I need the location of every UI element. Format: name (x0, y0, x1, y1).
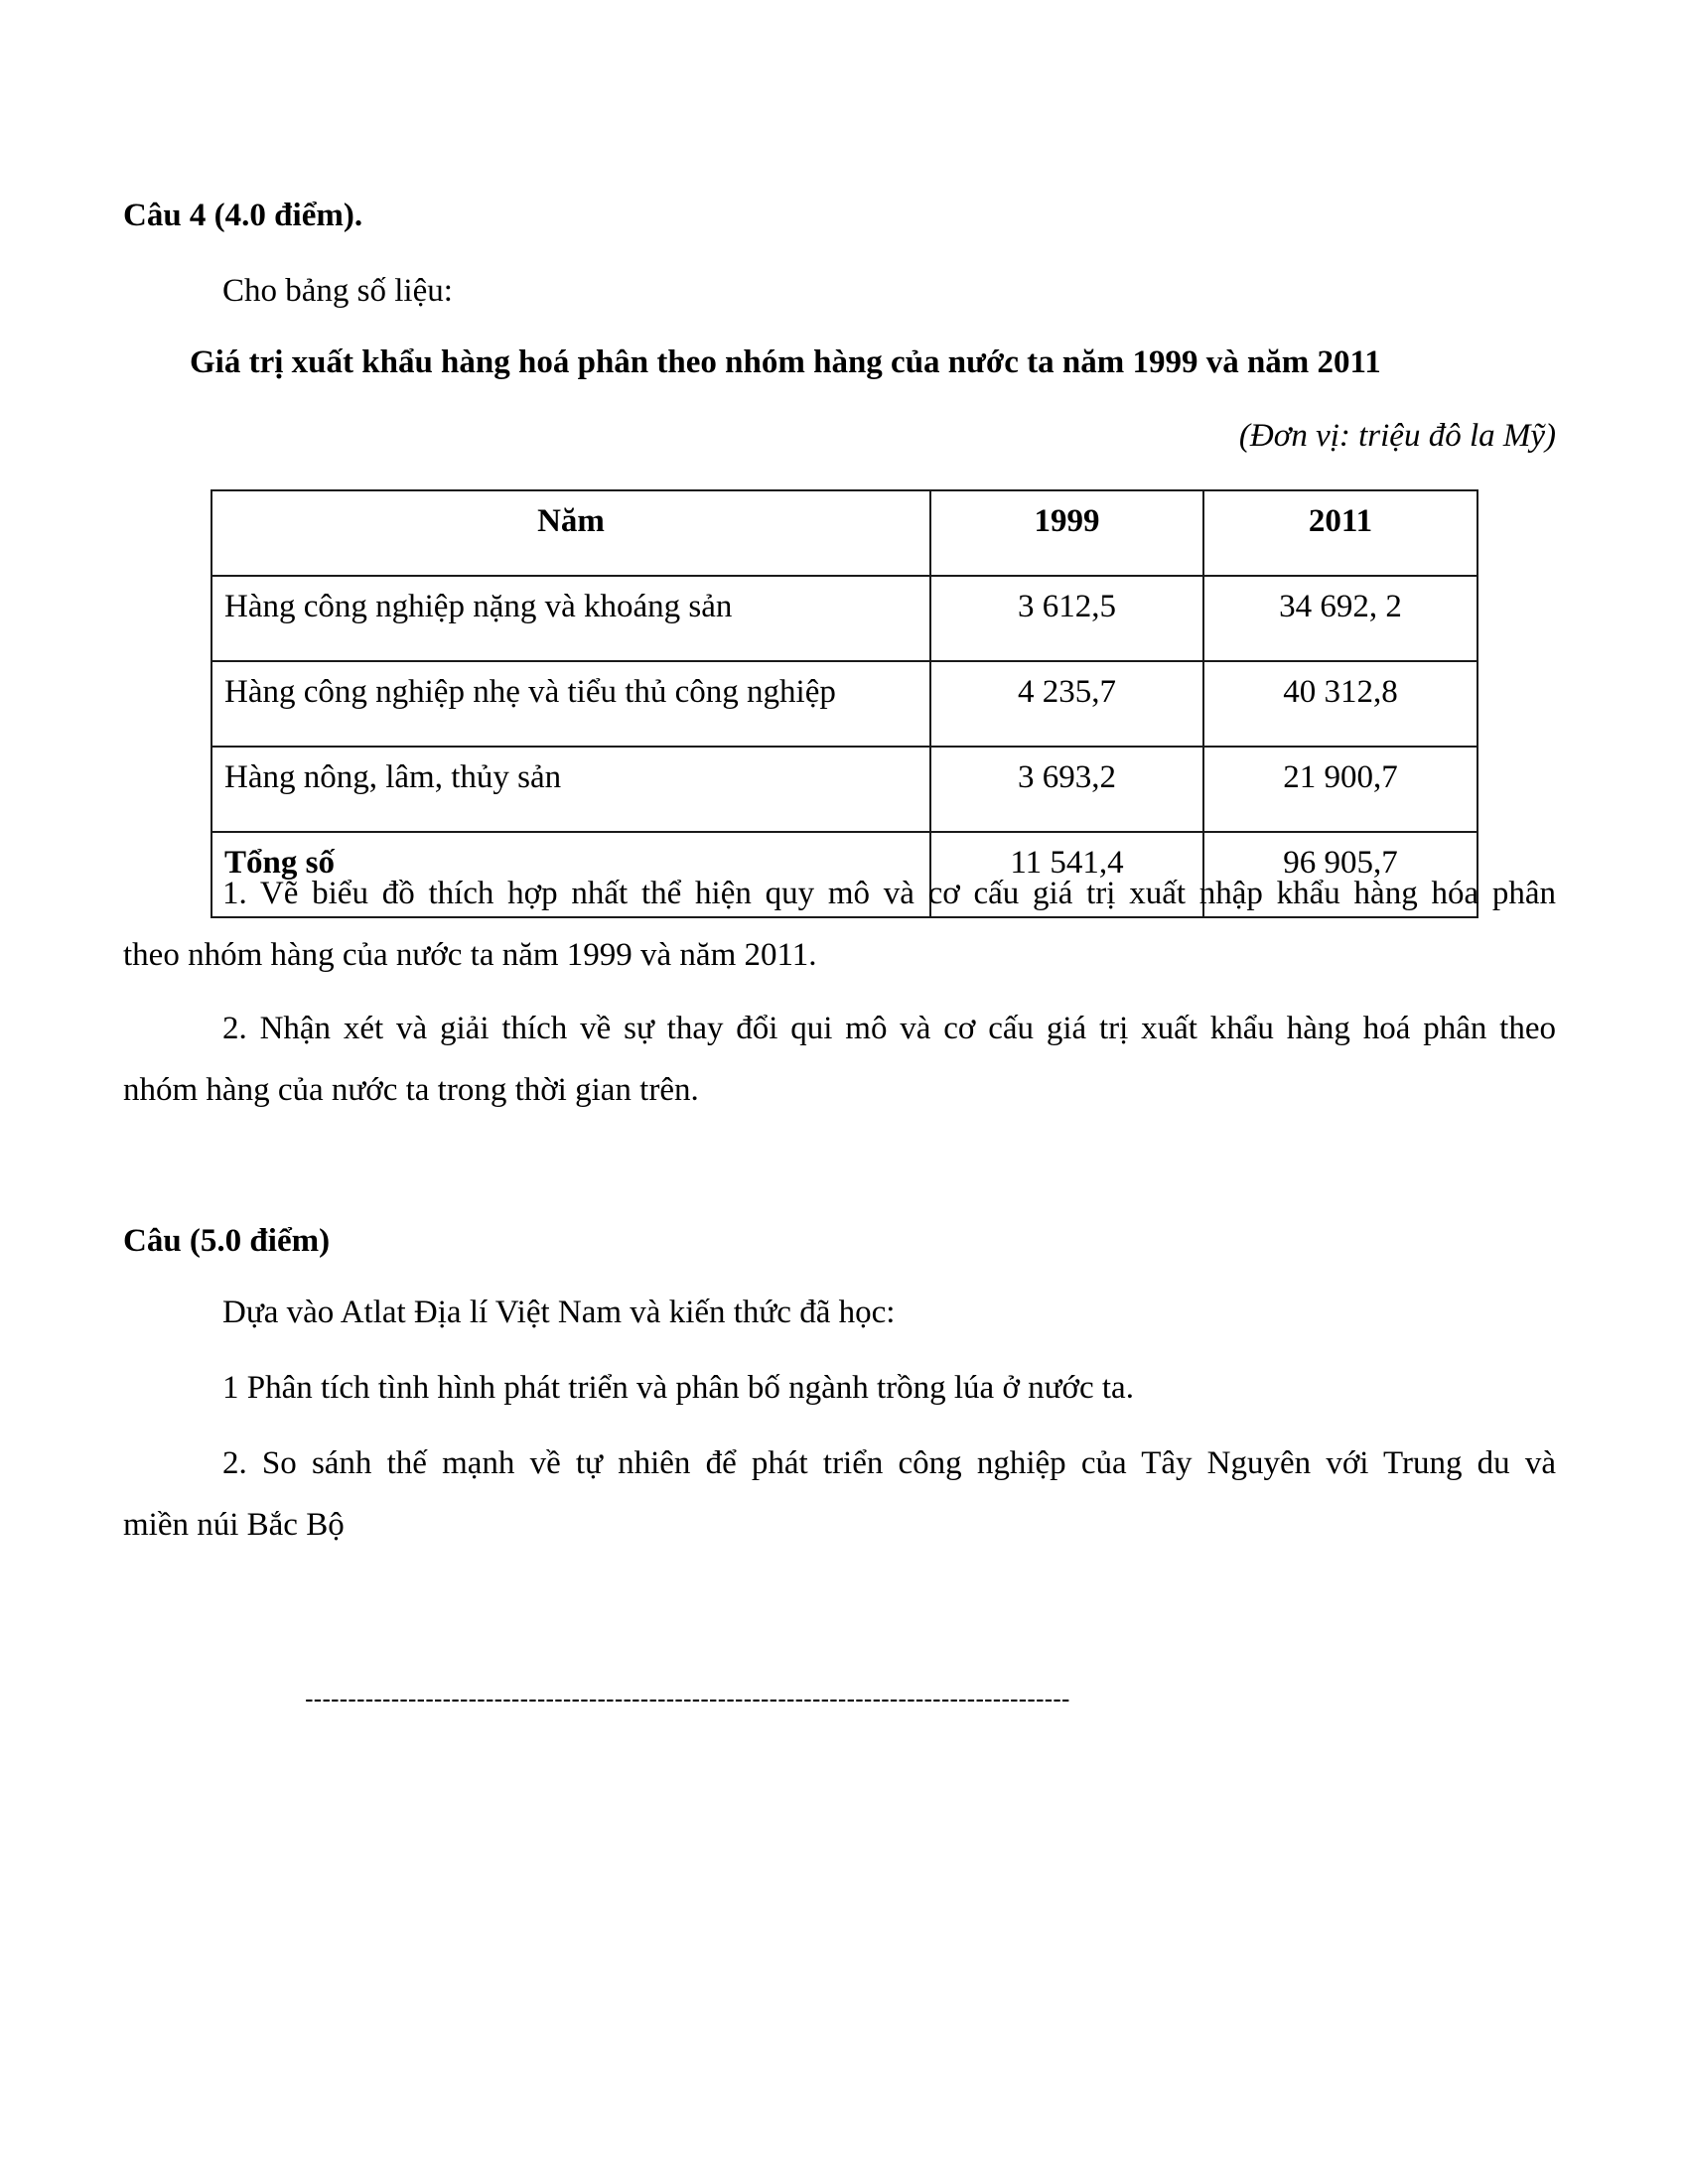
q5-task-2-line-1: 2. So sánh thế mạnh về tự nhiên để phát triển công nghiệp của Tây Nguyên với Trung du và (222, 1445, 1556, 1481)
question-4-heading: Câu 4 (4.0 điểm). (123, 198, 363, 233)
task-2-line-2: nhóm hàng của nước ta trong thời gian trên. (123, 1072, 699, 1108)
question-5-intro: Dựa vào Atlat Địa lí Việt Nam và kiến thức đã học: (222, 1295, 896, 1330)
question-5-task-1: 1 Phân tích tình hình phát triển và phân bố ngành trồng lúa ở nước ta. (222, 1370, 1134, 1406)
row-label: Hàng công nghiệp nặng và khoáng sản (211, 576, 930, 661)
unit-note: (Đơn vị: triệu đô la Mỹ) (1238, 418, 1556, 454)
header-year: Năm (211, 490, 930, 576)
table-row (211, 661, 1477, 747)
table-row (211, 747, 1477, 832)
value-1999: 3 612,5 (930, 576, 1203, 661)
task-2-line-1: 2. Nhận xét và giải thích về sự thay đổi qui mô và cơ cấu giá trị xuất khẩu hàng hoá phân theo (222, 1011, 1556, 1046)
total-2011: 96 905,7 (1203, 832, 1477, 917)
question-5-heading: Câu (5.0 điểm) (123, 1223, 331, 1259)
task-1-line-2: theo nhóm hàng của nước ta năm 1999 và năm 2011. (123, 937, 817, 973)
table-row (211, 576, 1477, 661)
value-2011: 21 900,7 (1203, 747, 1477, 832)
value-2011: 34 692, 2 (1203, 576, 1477, 661)
header-2011: 2011 (1203, 490, 1477, 576)
header-1999: 1999 (930, 490, 1203, 576)
task-1-line-1: 1. Vẽ biểu đồ thích hợp nhất thể hiện quy mô và cơ cấu giá trị xuất nhập khẩu hàng hóa phân (222, 876, 1556, 911)
value-1999: 4 235,7 (930, 661, 1203, 747)
export-value-table (211, 489, 1478, 918)
table-title: Giá trị xuất khẩu hàng hoá phân theo nhóm hàng của nước ta năm 1999 và năm 2011 (190, 344, 1381, 380)
value-1999: 3 693,2 (930, 747, 1203, 832)
end-separator: ----------------------------------------------------------------------------------------- (305, 1684, 1070, 1713)
total-label: Tổng số (211, 832, 930, 917)
row-label: Hàng nông, lâm, thủy sản (211, 747, 930, 832)
total-1999: 11 541,4 (930, 832, 1203, 917)
table-header-row (211, 490, 1477, 576)
row-label: Hàng công nghiệp nhẹ và tiểu thủ công nghiệp (211, 661, 930, 747)
value-2011: 40 312,8 (1203, 661, 1477, 747)
question-4-intro: Cho bảng số liệu: (222, 273, 453, 309)
q5-task-2-line-2: miền núi Bắc Bộ (123, 1507, 345, 1543)
